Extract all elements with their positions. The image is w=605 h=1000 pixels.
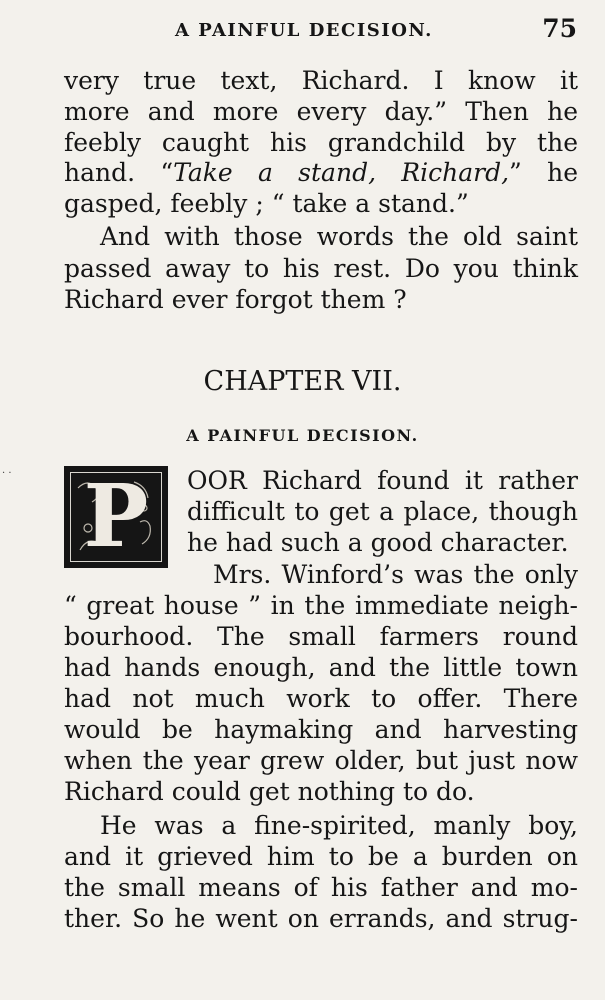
chapter-subtitle: A PAINFUL DECISION. bbox=[186, 426, 419, 445]
chapter-title: CHAPTER VII. bbox=[203, 366, 402, 397]
text-line: gasped, feebly ; “ take a stand.” bbox=[64, 189, 469, 218]
text-line: bourhood. The small farmers round bbox=[64, 622, 578, 651]
text-line: Richard could get nothing to do. bbox=[64, 777, 475, 806]
margin-marks: · · bbox=[2, 468, 12, 479]
text-line: had hands enough, and the little town bbox=[64, 653, 578, 682]
text-fragment: ” he bbox=[509, 158, 578, 187]
drop-cap-letter: P bbox=[83, 466, 149, 567]
text-line: when the year grew older, but just now bbox=[64, 746, 578, 775]
text-line: “ great house ” in the immediate neigh- bbox=[64, 591, 578, 620]
text-line: he had such a good character. bbox=[187, 528, 569, 557]
text-line: Richard ever forgot them ? bbox=[64, 285, 407, 314]
text-line: passed away to his rest. Do you think bbox=[64, 254, 578, 283]
running-head: A PAINFUL DECISION. bbox=[175, 20, 433, 41]
text-line: Mrs. Winford’s was the only bbox=[213, 560, 578, 589]
drop-cap bbox=[64, 466, 168, 568]
italic-text: Take a stand, Richard, bbox=[173, 158, 510, 187]
page-number: 75 bbox=[542, 14, 577, 43]
text-line: OOR Richard found it rather bbox=[187, 466, 578, 495]
text-line: very true text, Richard. I know it bbox=[64, 66, 578, 95]
text-line: And with those words the old saint bbox=[100, 222, 578, 251]
text-line: would be haymaking and harvesting bbox=[64, 715, 578, 744]
text-line bbox=[64, 158, 578, 188]
text-line: feebly caught his grandchild by the bbox=[64, 128, 578, 157]
text-line: He was a fine-spirited, manly boy, bbox=[100, 811, 578, 840]
text-fragment: hand. “ bbox=[64, 158, 174, 187]
text-line: the small means of his father and mo- bbox=[64, 873, 578, 902]
text-line: difficult to get a place, though bbox=[187, 497, 578, 526]
text-line: more and more every day.” Then he bbox=[64, 97, 578, 126]
text-line: ther. So he went on errands, and strug- bbox=[64, 904, 578, 933]
text-line: and it grieved him to be a burden on bbox=[64, 842, 578, 871]
text-line: had not much work to offer. There bbox=[64, 684, 578, 713]
